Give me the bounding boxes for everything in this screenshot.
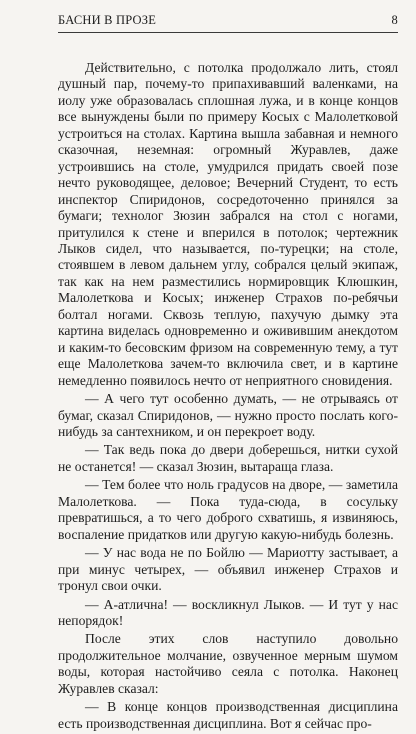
paragraph: — А чего тут особенно думать, — не отрываясь от бумаг, сказал Спиридонов, — нужно просто послать кого-нибудь за сантехником, и он перекроет воду. xyxy=(58,391,398,439)
paragraph: — В конце концов производственная дисциплина есть производственная дисциплина. Вот я сейчас про- xyxy=(58,699,398,731)
paragraph: — Так ведь пока до двери доберешься, нитки сухой не останется! — сказал Зюзин, вытараща глаза. xyxy=(58,442,398,474)
paragraph: Действительно, с потолка продолжало лить, стоял душный пар, почему-то припахивавший валенками, на иолу уже образовалась сплошная лужа, и в конце концов все вынуждены были по примеру Косых с Малолетковой устроиться на столах. Картина вышла забавная и немного сказочная, неземная: огромный Журавлев, даже устроившись на столе, умудрился придать своей позе нечто руководящее, деловое; Вечерний Студент, то есть инспектор Спиридонов, сосредоточенно принялся за бумаги; технолог Зюзин забрался на стол с ногами, притулился к стене и вперился в потолок; чертежник Лыков сидел, что называется, по-турецки; на столе, стоявшем в левом дальнем углу, собрался целый экипаж, так как на нем разместились нормировщик Клюшкин, Малолеткова и Косых; инженер Страхов по-ребячьи болтал ногами. Сквозь теплую, пахучую дымку эта картина виделась одновременно и оживившим анекдотом и каким-то бесовским фризом на современную тему, а тут еще Малолеткова зачем-то включила свет, и в картине немедленно появилось нечто от неприятного сновидения. xyxy=(58,60,398,388)
paragraph: — Тем более что ноль градусов на дворе, — заметила Малолеткова. — Пока туда-сюда, в сосульку превратишься, а то чего доброго схватишь, я извиняюсь, воспаление придатков или другую какую-нибудь болезнь. xyxy=(58,477,398,542)
running-head-title: БАСНИ В ПРОЗЕ xyxy=(58,13,157,27)
running-head xyxy=(58,10,398,33)
paragraph: — А-атлична! — воскликнул Лыков. — И тут у нас непорядок! xyxy=(58,596,398,628)
paragraph: После этих слов наступило довольно продолжительное молчание, озвученное мерным шумом воды, которая настойчиво сеяла с потолка. Наконец Журавлев сказал: xyxy=(58,631,398,696)
paragraph: — У нас вода не по Бойлю — Мариотту застывает, а при минус четырех, — объявил инженер Страхов и тронул свои очки. xyxy=(58,545,398,594)
page-number: 8 xyxy=(391,13,398,27)
body-text xyxy=(58,60,398,734)
